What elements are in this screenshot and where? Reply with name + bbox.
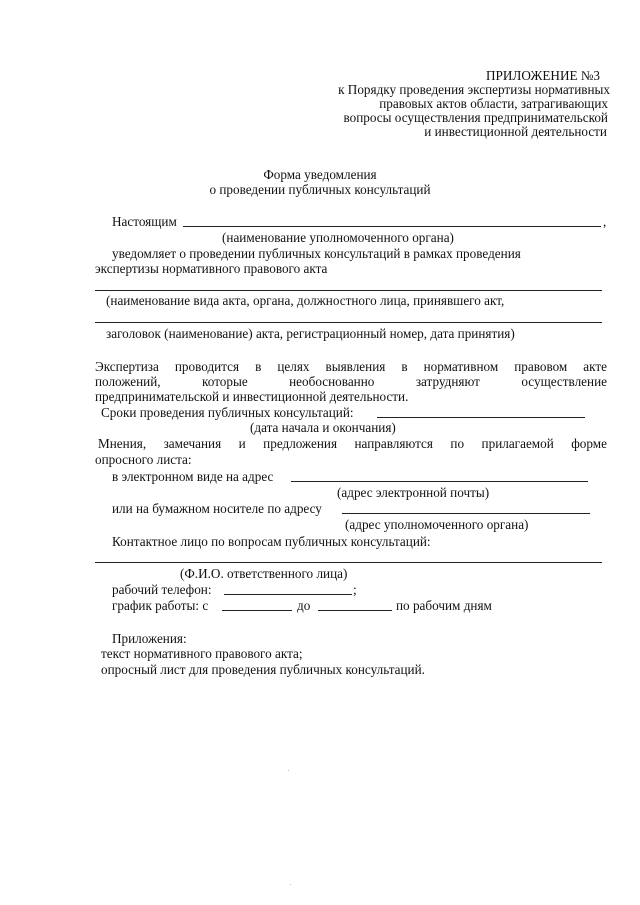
expertise-line-3: предпринимательской и инвестиционной деятельности. <box>95 389 409 404</box>
attachments-title: Приложения: <box>112 631 187 646</box>
schedule-tail: по рабочим дням <box>396 598 492 613</box>
organ-name-field[interactable] <box>183 226 601 227</box>
opinions-line-1: Мнения, замечания и предложения направляются по прилагаемой форме <box>98 436 607 451</box>
email-caption: (адрес электронной почты) <box>337 485 490 500</box>
appendix-line-1: к Порядку проведения экспертизы нормативных <box>338 82 610 97</box>
act-name-field[interactable] <box>95 290 602 291</box>
schedule-label: график работы: с <box>112 598 209 613</box>
expertise-line-1: Экспертиза проводится в целях выявления в нормативном правовом акте <box>95 359 607 374</box>
appendix-line-3: вопросы осуществления предпринимательской <box>343 110 608 125</box>
contact-label: Контактное лицо по вопросам публичных консультаций: <box>112 534 431 549</box>
paper-label: или на бумажном носителе по адресу <box>112 501 322 516</box>
schedule-to-field[interactable] <box>318 610 392 611</box>
phone-semicolon: ; <box>353 582 357 597</box>
appendix-line-2: правовых актов области, затрагивающих <box>379 96 608 111</box>
fio-caption: (Ф.И.О. ответственного лица) <box>180 566 348 581</box>
terms-field[interactable] <box>377 417 585 418</box>
terms-caption: (дата начала и окончания) <box>250 420 396 435</box>
act-caption: (наименование вида акта, органа, должностного лица, принявшего акт, <box>106 293 505 308</box>
scan-speck <box>288 770 289 771</box>
terms-label: Сроки проведения публичных консультаций: <box>101 405 354 420</box>
electronic-label: в электронном виде на адрес <box>112 469 274 484</box>
schedule-from-field[interactable] <box>222 610 292 611</box>
address-caption: (адрес уполномоченного органа) <box>345 517 529 532</box>
contact-field[interactable] <box>95 562 602 563</box>
phone-label: рабочий телефон: <box>112 582 212 597</box>
expertise-line-2: положений, которые необоснованно затрудняют осуществление <box>95 374 607 389</box>
intro-comma: , <box>603 214 607 229</box>
form-heading-line-2: о проведении публичных консультаций <box>209 182 431 197</box>
form-heading-line-1: Форма уведомления <box>263 167 377 182</box>
attachment-item-2: опросный лист для проведения публичных консультаций. <box>101 662 425 677</box>
email-field[interactable] <box>291 481 588 482</box>
intro-word: Настоящим <box>112 214 177 229</box>
act-caption-2: заголовок (наименование) акта, регистрационный номер, дата принятия) <box>106 326 515 341</box>
appendix-line-4: и инвестиционной деятельности <box>424 124 607 139</box>
notifies-line-2: экспертизы нормативного правового акта <box>95 261 328 276</box>
organ-caption: (наименование уполномоченного органа) <box>222 230 454 245</box>
phone-field[interactable] <box>224 594 352 595</box>
notifies-line-1: уведомляет о проведении публичных консультаций в рамках проведения <box>112 246 521 261</box>
appendix-title: ПРИЛОЖЕНИЕ №3 <box>486 68 600 83</box>
act-title-field[interactable] <box>95 322 602 323</box>
scan-speck <box>290 884 291 885</box>
schedule-to-label: до <box>297 598 311 613</box>
address-field[interactable] <box>342 513 590 514</box>
opinions-line-2: опросного листа: <box>95 452 192 467</box>
attachment-item-1: текст нормативного правового акта; <box>101 646 303 661</box>
